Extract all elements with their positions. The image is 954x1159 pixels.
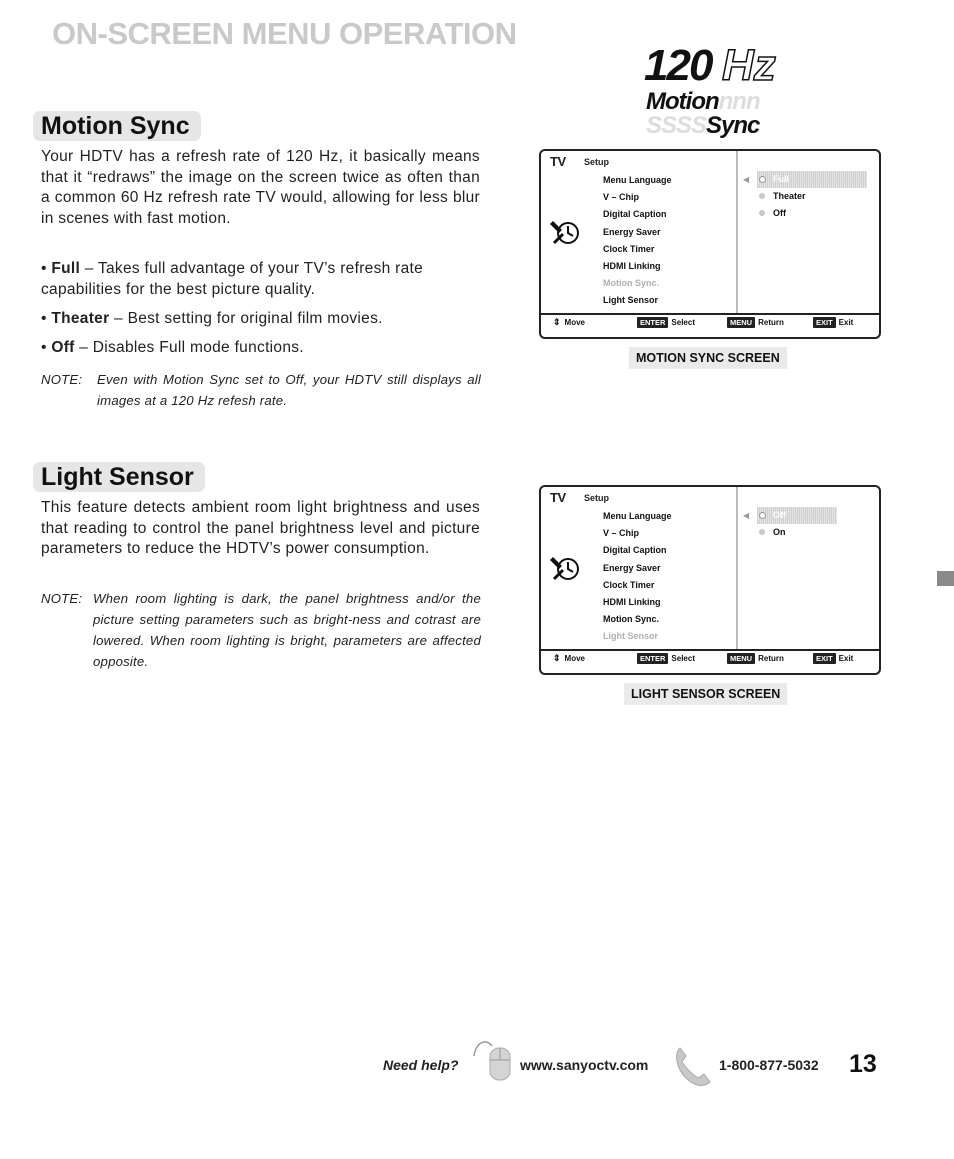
motion-sync-caption: MOTION SYNC SCREEN bbox=[629, 347, 787, 369]
mouse-icon bbox=[470, 1036, 514, 1084]
note-label: NOTE: bbox=[41, 372, 83, 387]
footer-exit: EXIT Exit bbox=[813, 317, 853, 328]
menu-item: Menu Language bbox=[603, 511, 672, 521]
light-sensor-screen bbox=[539, 485, 881, 675]
option-list bbox=[757, 507, 837, 541]
logo-motion: Motionnnn bbox=[646, 88, 760, 115]
footer-move: ⇕ Move bbox=[553, 653, 585, 663]
menu-item: Menu Language bbox=[603, 175, 672, 185]
left-arrow-icon: ◀ bbox=[743, 175, 750, 184]
setup-label: Setup bbox=[584, 493, 610, 503]
footer-exit: EXIT Exit bbox=[813, 653, 853, 664]
section-tab-marker bbox=[937, 571, 954, 586]
footer-phone: 1-800-877-5032 bbox=[719, 1057, 819, 1073]
footer-website[interactable]: www.sanyoctv.com bbox=[520, 1057, 649, 1073]
motion-sync-screen bbox=[539, 149, 881, 339]
menu-item: Energy Saver bbox=[603, 226, 661, 237]
menu-item: V – Chip bbox=[603, 192, 640, 203]
bullet-theater: • Theater – Best setting for original film movies. bbox=[41, 310, 383, 327]
bullet-off: • Off – Disables Full mode functions. bbox=[41, 339, 304, 356]
menu-item: HDMI Linking bbox=[603, 261, 661, 272]
phone-icon bbox=[672, 1044, 716, 1088]
left-arrow-icon: ◀ bbox=[743, 511, 750, 520]
logo-unit: Hz bbox=[722, 41, 776, 90]
logo-sync: SSSSSync bbox=[646, 112, 760, 139]
tv-label: TV bbox=[550, 154, 566, 169]
page-number: 13 bbox=[849, 1050, 877, 1078]
menu-item: Energy Saver bbox=[603, 562, 661, 573]
menu-item: Digital Caption bbox=[603, 545, 667, 556]
menu-item-active: Motion Sync. bbox=[603, 278, 659, 289]
note-label: NOTE: bbox=[41, 591, 83, 606]
light-sensor-intro: This feature detects ambient room light brightness and uses that reading to control the panel brightness level and picture parameters to reduce the HDTV’s power consumption. bbox=[41, 499, 480, 558]
menu-list bbox=[603, 172, 672, 310]
motion-sync-heading: Motion Sync bbox=[33, 111, 201, 141]
updown-icon: ⇕ bbox=[553, 317, 561, 327]
option-selected: Full bbox=[757, 171, 867, 188]
bullet-full: • Full – Takes full advantage of your TV’s refresh rate capabilities for the best picture quality. bbox=[41, 260, 424, 298]
menu-item: Clock Timer bbox=[603, 243, 655, 254]
footer-select: ENTER Select bbox=[637, 317, 695, 328]
menu-list bbox=[603, 508, 672, 646]
footer-return: MENU Return bbox=[727, 653, 784, 664]
option: On bbox=[757, 524, 837, 541]
light-sensor-heading: Light Sensor bbox=[33, 462, 205, 492]
option: Off bbox=[757, 205, 867, 222]
menu-item: Digital Caption bbox=[603, 209, 667, 220]
updown-icon: ⇕ bbox=[553, 653, 561, 663]
footer-help: Need help? bbox=[383, 1057, 459, 1073]
footer-select: ENTER Select bbox=[637, 653, 695, 664]
footer-move: ⇕ Move bbox=[553, 317, 585, 327]
motion-sync-note: NOTE: Even with Motion Sync set to Off, your HDTV still displays all images at a 120 Hz refesh rate. bbox=[41, 369, 481, 411]
motion-sync-logo bbox=[644, 42, 774, 142]
menu-item: V – Chip bbox=[603, 528, 640, 539]
menu-item: Light Sensor bbox=[603, 295, 659, 306]
option: Theater bbox=[757, 188, 867, 205]
setup-label: Setup bbox=[584, 157, 610, 167]
tools-icon bbox=[550, 551, 582, 583]
light-sensor-caption: LIGHT SENSOR SCREEN bbox=[624, 683, 787, 705]
menu-item: HDMI Linking bbox=[603, 597, 661, 608]
logo-number: 120 bbox=[644, 41, 712, 90]
tv-label: TV bbox=[550, 490, 566, 505]
menu-item-active: Light Sensor bbox=[603, 631, 659, 642]
light-sensor-note: NOTE: When room lighting is dark, the panel brightness and/or the picture setting parameters such as bright-ness and cotrast are lowered. When room lighting is bright, parameters are affected opposite. bbox=[41, 588, 481, 672]
motion-sync-intro: Your HDTV has a refresh rate of 120 Hz, it basically means that it “redraws” the image on the screen twice as often than a common 60 Hz refresh rate TV would, allowing for less blur in scenes with fast motion. bbox=[41, 148, 480, 228]
option-selected: Off bbox=[757, 507, 837, 524]
menu-item: Clock Timer bbox=[603, 579, 655, 590]
footer-return: MENU Return bbox=[727, 317, 784, 328]
menu-item: Motion Sync. bbox=[603, 614, 659, 625]
option-list bbox=[757, 171, 867, 222]
page-title: ON-SCREEN MENU OPERATION bbox=[52, 16, 517, 51]
tools-icon bbox=[550, 215, 582, 247]
